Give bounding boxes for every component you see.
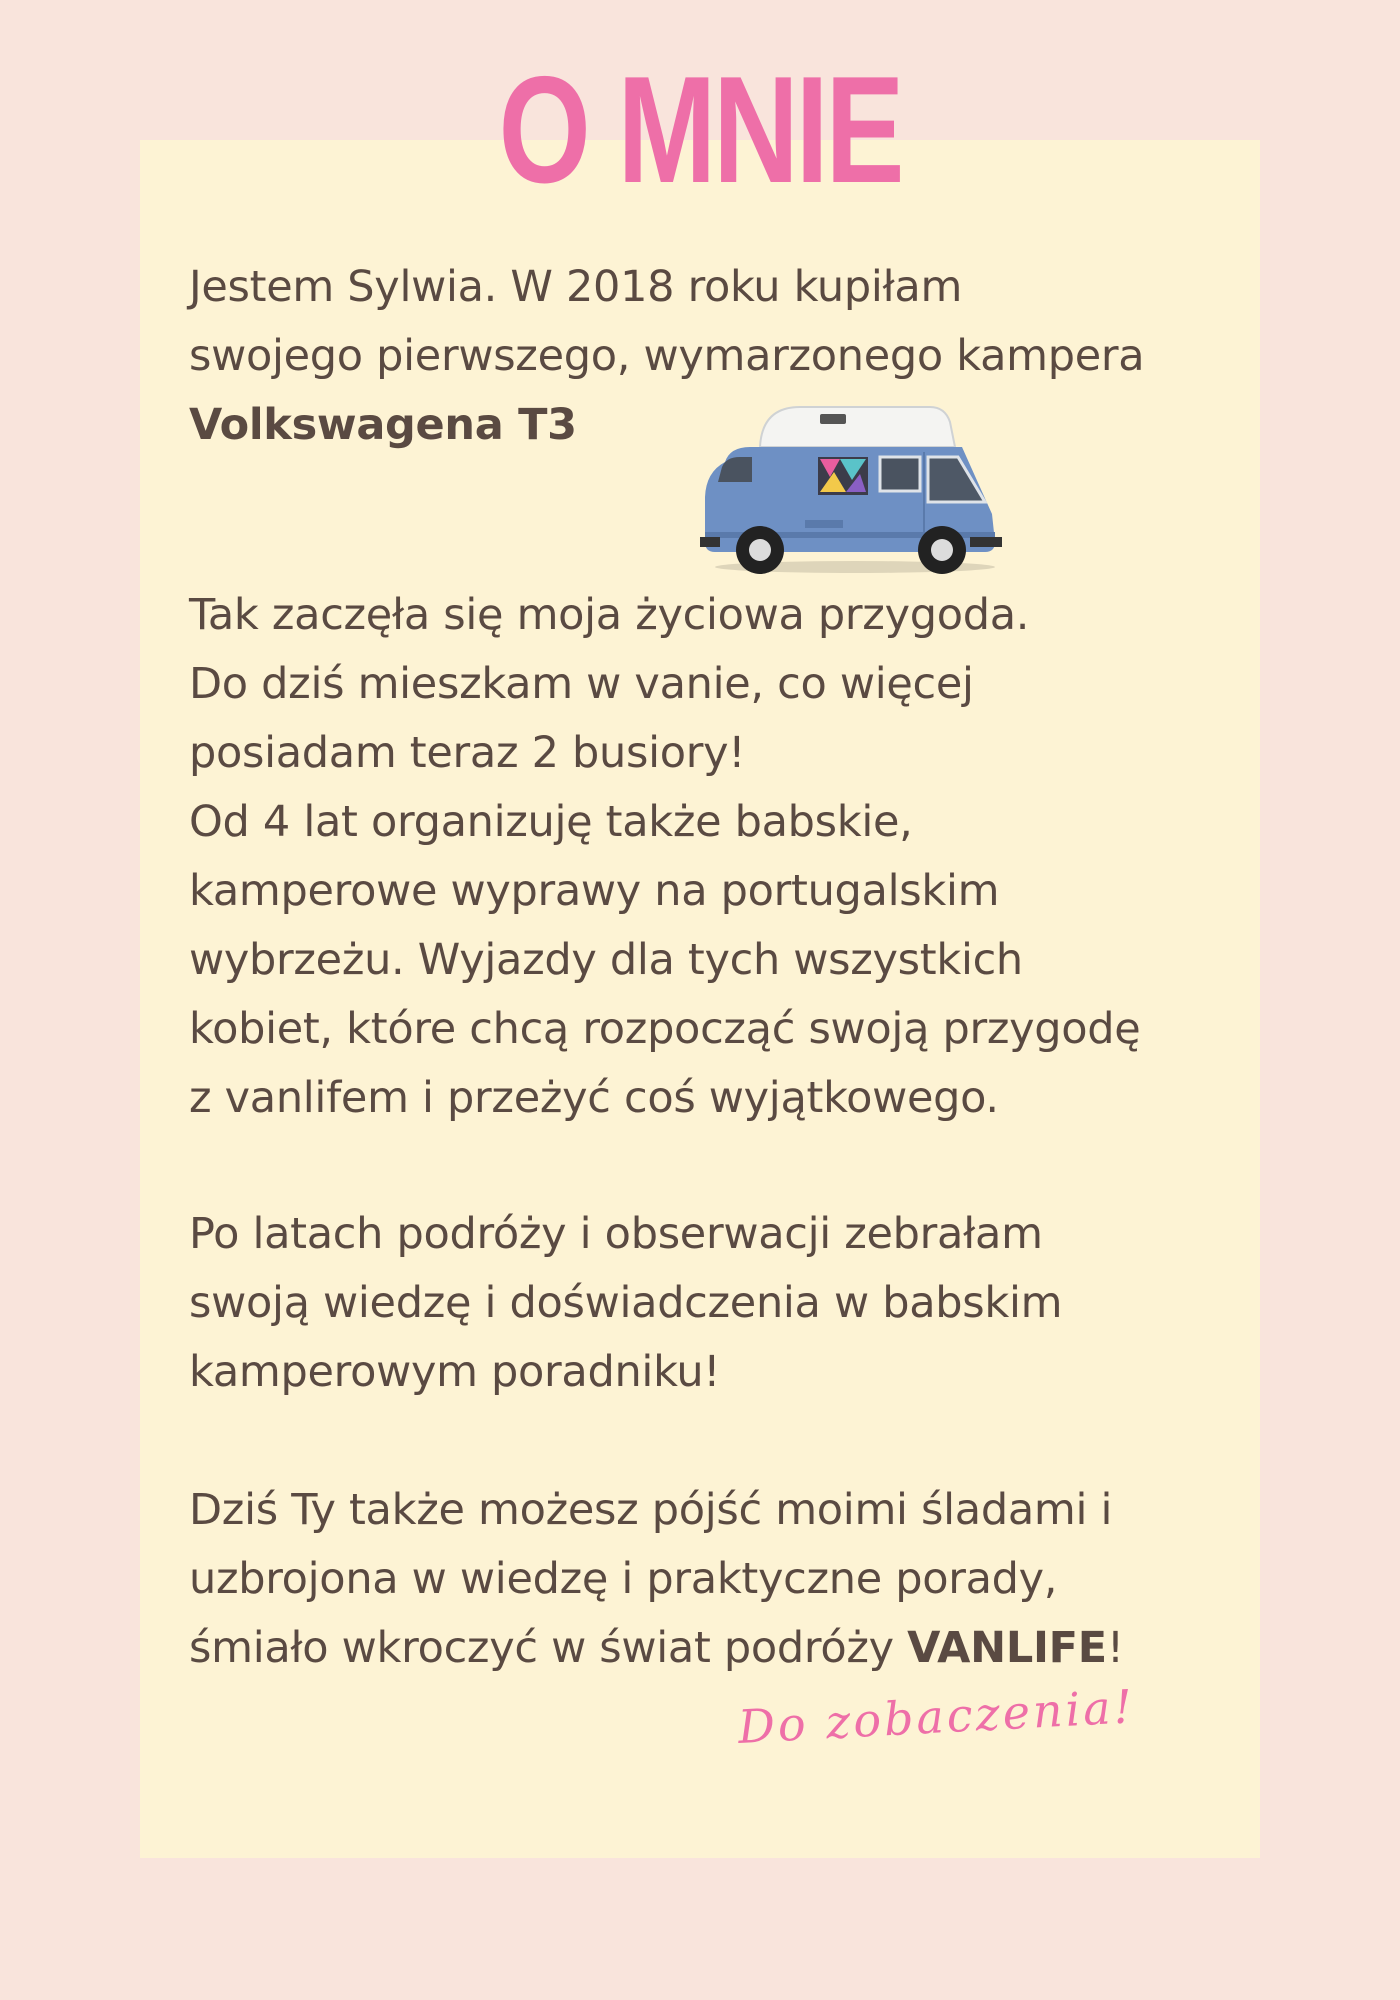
closing-line: uzbrojona w wiedzę i praktyczne porady,	[189, 1554, 1058, 1604]
closing-line: śmiało wkroczyć w świat podróży	[189, 1623, 908, 1673]
closing-paragraph	[189, 1476, 1239, 1683]
page-title: O MNIE	[498, 45, 902, 215]
guide-line: kamperowym poradniku!	[189, 1347, 721, 1397]
story-paragraph	[189, 581, 1239, 1133]
intro-line: Jestem Sylwia. W 2018 roku kupiłam	[189, 262, 963, 312]
vanlife-highlight: VANLIFE	[907, 1623, 1107, 1673]
signature-text: Do zobaczenia!	[736, 1679, 1137, 1754]
story-line: Do dziś mieszkam w vanie, co więcej	[189, 659, 974, 709]
camper-van-icon	[700, 402, 1010, 582]
story-line: Tak zaczęła się moja życiowa przygoda.	[189, 590, 1030, 640]
story-line: posiadam teraz 2 busiory!	[189, 728, 746, 778]
guide-line: swoją wiedzę i doświadczenia w babskim	[189, 1278, 1063, 1328]
intro-line: swojego pierwszego, wymarzonego kampera	[189, 331, 1145, 381]
story-line: kobiet, które chcą rozpocząć swoją przygodę	[189, 1004, 1141, 1054]
guide-paragraph	[189, 1200, 1239, 1407]
story-line: kamperowe wyprawy na portugalskim	[189, 866, 1000, 916]
story-line: Od 4 lat organizuję także babskie,	[189, 797, 913, 847]
guide-line: Po latach podróży i obserwacji zebrałam	[189, 1209, 1043, 1259]
story-line: wybrzeżu. Wyjazdy dla tych wszystkich	[189, 935, 1023, 985]
closing-line: Dziś Ty także możesz pójść moimi śladami i	[189, 1485, 1113, 1535]
van-model-text: Volkswagena T3	[189, 400, 577, 450]
closing-punctuation: !	[1106, 1623, 1124, 1673]
story-line: z vanlifem i przeżyć coś wyjątkowego.	[189, 1073, 999, 1123]
